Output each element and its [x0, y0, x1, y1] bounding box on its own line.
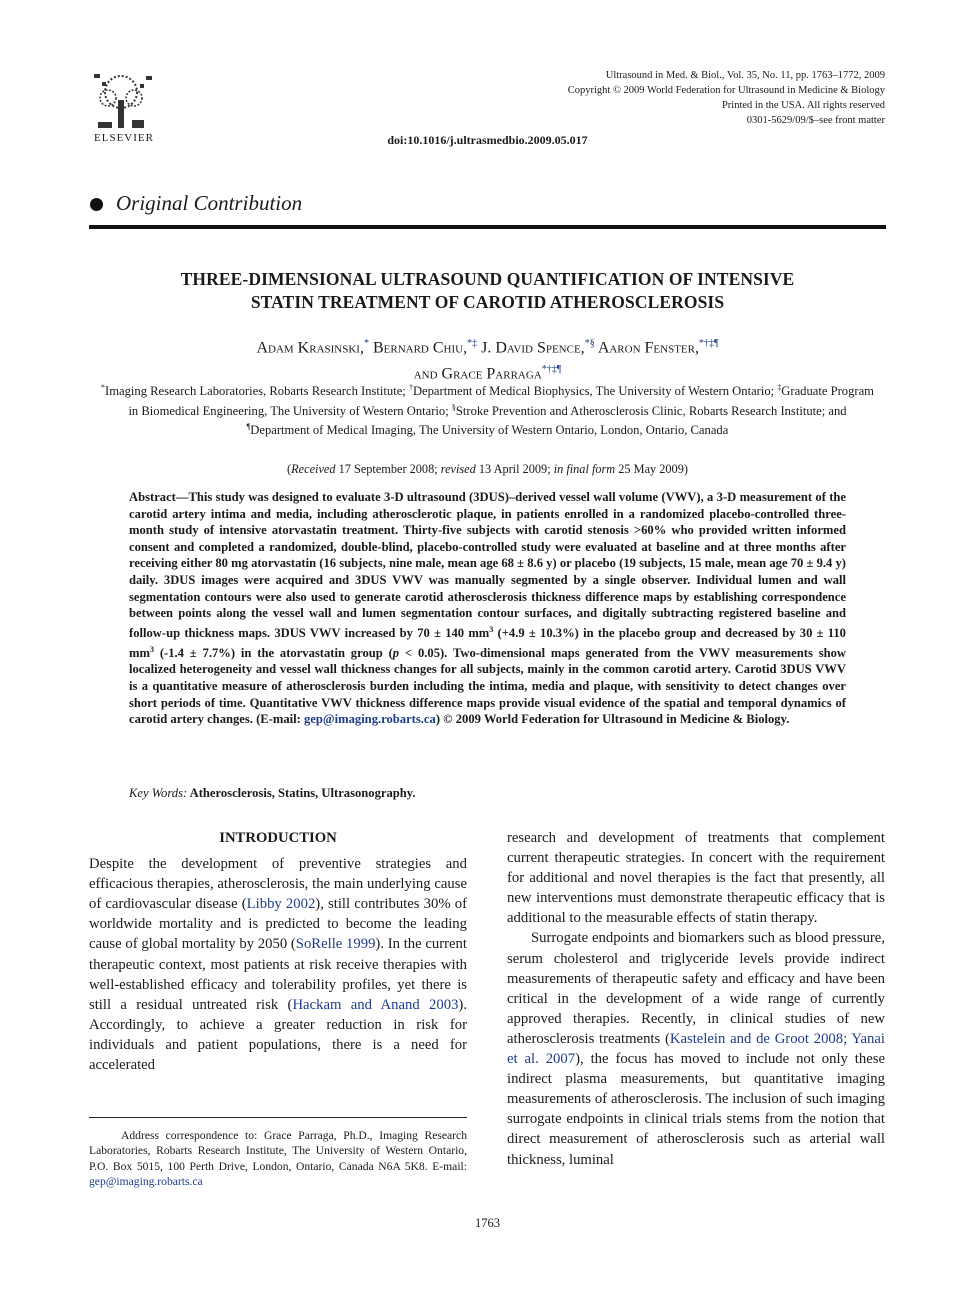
author-name: and Grace Parraga: [413, 365, 542, 383]
body-paragraph: research and development of treatments that complement current therapeutic strategies. In concert with the requirement for additional and novel therapies is the fact that presently, all new interventions must demonstrate therapeutic efficacy that is additional to the measurable effects of statin therapy.: [507, 830, 885, 927]
body-text: ), still contributes 30% of worldwide mortality and is predicted to become the leading cause of global mortality by 2050 (: [89, 896, 467, 953]
affil-mark: ¶: [246, 422, 251, 432]
correspondence-footnote: [89, 1128, 467, 1189]
abstract-text: ) © 2009 World Federation for Ultrasound in Medicine & Biology.: [435, 712, 790, 727]
page-number: 1763: [475, 1216, 500, 1230]
keywords-text: Atherosclerosis, Statins, Ultrasonography.: [187, 786, 416, 800]
revised-date: 13 April 2009;: [475, 462, 554, 476]
printed-line: Printed in the USA. All rights reserved: [721, 100, 885, 111]
citation-link[interactable]: SoRelle 1999: [295, 936, 376, 953]
footnote-text: Address correspondence to: Grace Parraga, Ph.D., Imaging Research Laboratories, Robarts Research Institute, The University of Western Ontario, P.O. Box 5015, 100 Perth Drive, London, Ontario, Canada N6A 5K8. E-mail:: [89, 1129, 467, 1173]
author-marks[interactable]: *: [363, 338, 369, 349]
keywords-label: Key Words:: [129, 786, 188, 800]
affiliation: Imaging Research Laboratories, Robarts Research Institute;: [105, 384, 409, 399]
abstract-text: (+4.9 ± 10.3%) in the placebo group and decreased by 30 ± 110 mm: [129, 625, 846, 660]
superscript: 3: [489, 624, 494, 634]
author-name: J. David Spence,: [481, 339, 585, 357]
footnote-rule: [89, 1117, 467, 1118]
abstract-text: Abstract—This study was designed to evaluate 3-D ultrasound (3DUS)–derived vessel wall volume (VWV), a 3-D measurement of the carotid artery intima and media, including atherosclerotic plaque, in patients enrolled in a randomized placebo-controlled three-month study of intensive atorvastatin treatment. Thirty-five subjects with carotid stenosis >60% who provided written informed consent and completed a randomized, double-blind, placebo-controlled study were evaluated at baseline and at three months after receiving either 80 mg atorvastatin (16 subjects, nine male, mean age 68 ± 8.6 y) or placebo (19 subjects, 15 male, mean age 70 ± 9.4 y) daily. 3DUS images were acquired and 3DUS VWV was manually segmented by a single observer. Individual lumen and wall segmentation contours were also used to generate carotid atherosclerosis thickness difference maps by establishing correspondence between points along the vessel wall and lumen segmentation contour surfaces, and digitally subtracting registered baseline and follow-up thickness maps. 3DUS VWV increased by 70 ± 140 mm: [129, 490, 846, 640]
affiliation: Department of Medical Biophysics, The University of Western Ontario;: [412, 384, 778, 399]
received-date: 17 September 2008;: [335, 462, 441, 476]
copyright-line: Copyright © 2009 World Federation for Ultrasound in Medicine & Biology: [567, 85, 885, 96]
journal-citation: Ultrasound in Med. & Biol., Vol. 35, No. 11, pp. 1763–1772, 2009: [605, 70, 885, 81]
body-text: ). In the current therapeutic context, most patients at risk receive therapies with well-established efficacy and tolerability profiles, yet there is still a residual untreated risk (: [89, 936, 467, 1013]
body-paragraph: [89, 854, 467, 1075]
section-rule: [89, 225, 886, 229]
affil-mark: †: [408, 383, 413, 392]
citation-link[interactable]: Kastelein and de Groot 2008; Yanai et al. 2007: [507, 1030, 885, 1068]
abstract: [129, 489, 846, 728]
superscript: 3: [149, 644, 154, 654]
keywords: [129, 786, 416, 801]
affiliation: Department of Medical Imaging, The University of Western Ontario, London, Ontario, Canada: [250, 423, 729, 438]
revised-label: revised: [440, 462, 476, 476]
final-label: in final form: [553, 462, 616, 476]
section-heading: INTRODUCTION: [219, 830, 337, 846]
abstract-text: (-1.4 ± 7.7%) in the atorvastatin group (: [153, 645, 393, 660]
section-label: Original Contribution: [116, 191, 303, 215]
issn-line: 0301-5629/09/$–see front matter: [746, 115, 885, 126]
body-text: Surrogate endpoints and biomarkers such as blood pressure, serum cholesterol and triglyceride levels provide indirect measurements of therapeutic safety and efficacy and have been critical in the development of a wide range of currently approved therapies. Recently, in clinical studies of new atherosclerosis treatments (: [507, 930, 885, 1047]
affiliations: [100, 380, 875, 439]
email-link[interactable]: gep@imaging.robarts.ca: [89, 1174, 203, 1188]
title-line: STATIN TREATMENT OF CAROTID ATHEROSCLEROSIS: [250, 292, 725, 312]
body-text: Despite the development of preventive strategies and efficacious therapies, atherosclerosis, the main underlying cause of cardiovascular disease (: [89, 856, 467, 913]
author-name: Adam Krasinski,: [256, 339, 364, 357]
received-paren: (: [287, 462, 292, 476]
bullet-icon: [90, 198, 103, 211]
received-dates: [0, 462, 975, 477]
affil-mark: §: [451, 402, 456, 412]
author-marks[interactable]: *§: [584, 338, 595, 349]
journal-info: [405, 68, 885, 128]
author-name: Aaron Fenster,: [597, 339, 699, 357]
affil-mark: ‡: [777, 383, 782, 392]
final-date: 25 May 2009): [615, 462, 688, 476]
publisher-name: ELSEVIER: [94, 132, 154, 144]
affil-mark: *: [101, 383, 106, 392]
affiliation: Graduate Program in Biomedical Engineering, The University of Western Ontario;: [128, 384, 874, 418]
article-title: [110, 268, 865, 314]
author-marks[interactable]: *‡: [467, 338, 478, 349]
citation-link[interactable]: Libby 2002: [246, 896, 316, 913]
author-list: [100, 333, 875, 386]
title-line: THREE-DIMENSIONAL ULTRASOUND QUANTIFICATION OF INTENSIVE: [180, 269, 795, 289]
body-paragraph: [507, 928, 885, 1169]
received-label: Received: [291, 462, 336, 476]
affiliation: Stroke Prevention and Atherosclerosis Clinic, Robarts Research Institute; and: [455, 403, 847, 418]
email-link[interactable]: gep@imaging.robarts.ca: [304, 712, 436, 727]
p-value-symbol: p: [392, 645, 400, 660]
citation-link[interactable]: Hackam and Anand 2003: [292, 996, 459, 1013]
body-column-right: [507, 828, 885, 1170]
author-name: Bernard Chiu,: [372, 339, 468, 357]
doi: doi:10.1016/j.ultrasmedbio.2009.05.017: [387, 133, 588, 147]
body-text: ). Accordingly, to achieve a greater reduction in risk for individuals and patient populations, there is a need for accelerated: [89, 996, 467, 1074]
abstract-text: < 0.05). Two-dimensional maps generated from the VWV measurements show localized heterogeneity and vessel wall thickness changes for all subjects, mainly in the common carotid artery. Carotid 3DUS VWV is a quantitative measure of atherosclerosis burden including the intima, media and plaque, with sensitivity to detect changes over short periods of time. Quantitative VWV thickness difference maps provide visual evidence of the spatial and temporal dynamics of carotid artery changes. (E-mail:: [129, 645, 846, 727]
author-marks[interactable]: *†‡¶: [541, 364, 562, 376]
body-text: ), the focus has moved to include not only these indirect plasma measurements, but quantitative imaging measurements of atherosclerosis. The inclusion of such imaging surrogate endpoints in clinical trials stems from the notion that direct measurement of atherosclerosis such as arterial wall thickness, luminal: [507, 1051, 885, 1168]
body-column-left: [89, 828, 467, 1075]
author-marks[interactable]: *†‡¶: [699, 338, 719, 349]
